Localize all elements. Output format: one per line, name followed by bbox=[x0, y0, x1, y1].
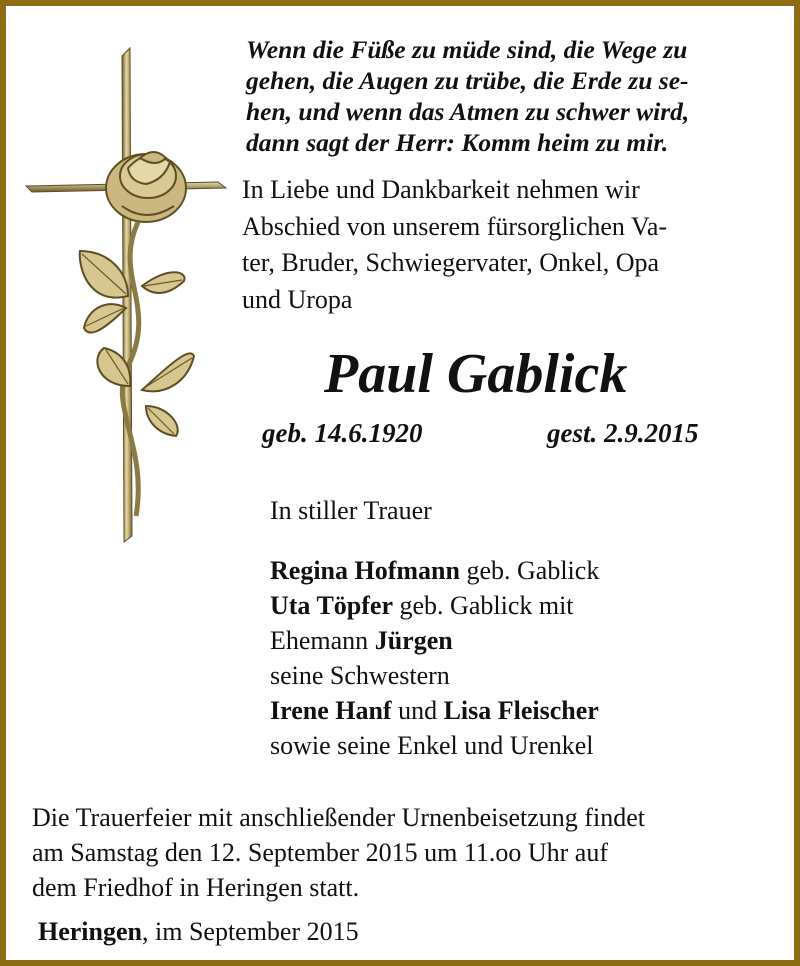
service-line: dem Friedhof in Heringen statt. bbox=[32, 873, 360, 902]
mourner-name: Uta Töpfer bbox=[270, 591, 394, 620]
closing-place: Heringen bbox=[38, 917, 142, 946]
verse-line: hen, und wenn das Atmen zu schwer wird, bbox=[246, 97, 690, 126]
death-date: gest. 2.9.2015 bbox=[547, 418, 699, 448]
mourner-name: Regina Hofmann bbox=[270, 556, 460, 585]
obituary-card bbox=[6, 6, 794, 960]
mourner-line bbox=[270, 693, 599, 728]
mourner-detail: Ehemann bbox=[270, 626, 375, 655]
mourner-line bbox=[270, 553, 599, 588]
mourner-line: sowie seine Enkel und Urenkel bbox=[270, 731, 594, 760]
verse-line: Wenn die Füße zu müde sind, die Wege zu bbox=[246, 35, 688, 64]
service-line: am Samstag den 12. September 2015 um 11.oo Uhr auf bbox=[32, 838, 608, 867]
cross-with-rose-icon bbox=[18, 46, 228, 546]
closing-line bbox=[38, 917, 359, 947]
intro-line: Abschied von unserem fürsorglichen Va- bbox=[242, 211, 668, 241]
mourner-line bbox=[270, 623, 599, 658]
mourner-name: Jürgen bbox=[374, 626, 453, 655]
closing-date: , im September 2015 bbox=[142, 917, 359, 946]
mourner-name: Irene Hanf bbox=[270, 696, 392, 725]
mourners-list bbox=[270, 553, 599, 763]
deceased-name: Paul Gablick bbox=[324, 343, 628, 405]
verse-line: gehen, die Augen zu trübe, die Erde zu se- bbox=[246, 66, 689, 95]
verse-line: dann sagt der Herr: Komm heim zu mir. bbox=[246, 128, 669, 157]
mourner-line bbox=[270, 588, 599, 623]
intro-text bbox=[242, 172, 782, 318]
service-line: Die Trauerfeier mit anschließender Urnenbeisetzung findet bbox=[32, 803, 645, 832]
mourner-line: seine Schwestern bbox=[270, 661, 450, 690]
service-notice bbox=[32, 800, 792, 905]
mourner-detail: geb. Gablick mit bbox=[393, 591, 574, 620]
mourner-name: Lisa Fleischer bbox=[443, 696, 599, 725]
mourner-detail: geb. Gablick bbox=[459, 556, 600, 585]
intro-line: und Uropa bbox=[242, 284, 353, 314]
mourner-detail: und bbox=[391, 696, 444, 725]
intro-line: ter, Bruder, Schwiegervater, Onkel, Opa bbox=[242, 248, 660, 277]
mourning-heading: In stiller Trauer bbox=[270, 496, 432, 525]
birth-date: geb. 14.6.1920 bbox=[262, 418, 423, 448]
verse-quote bbox=[246, 34, 766, 158]
intro-line: In Liebe und Dankbarkeit nehmen wir bbox=[242, 175, 640, 204]
